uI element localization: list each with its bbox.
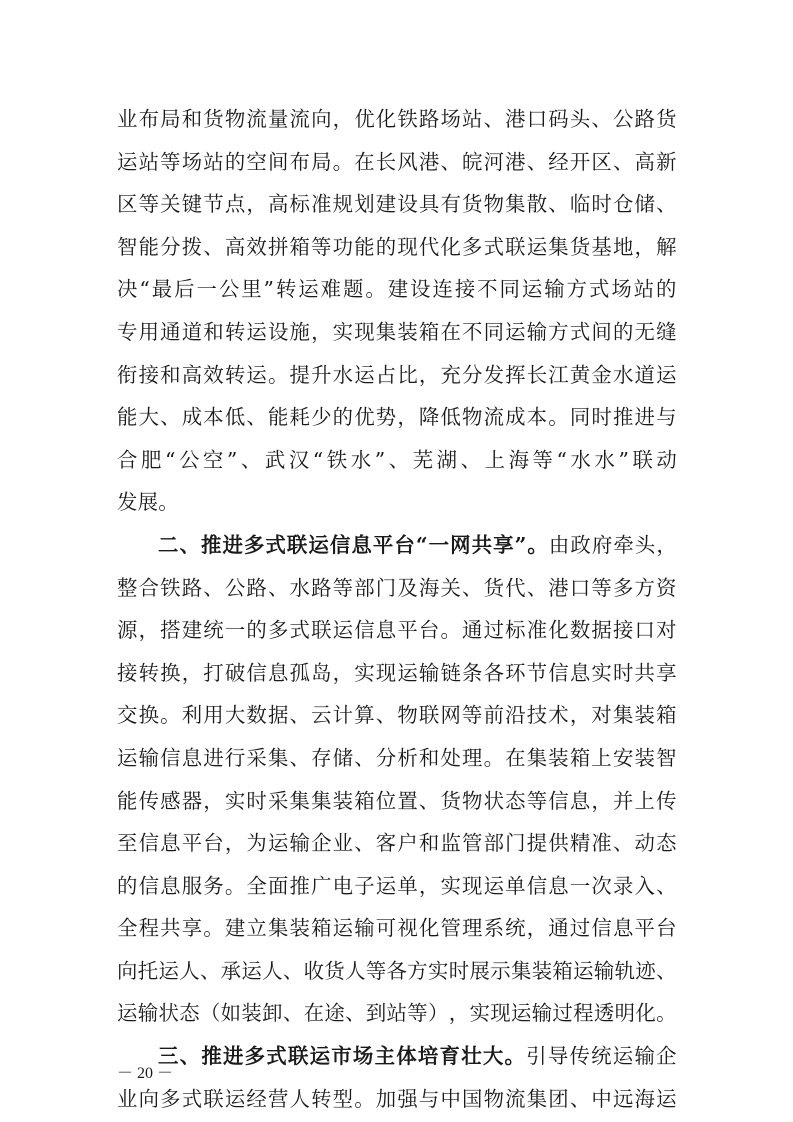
- text-line: 接 转 换 ， 打 破 信 息 孤 岛 ， 实 现 运 输 链 条 各 环 节 信 息 实 时 共 享: [117, 660, 677, 685]
- text-line: 能 大 、 成 本 低 、 能 耗 少 的 优 势 ， 降 低 物 流 成 本 。 同 时 推 进 与: [117, 405, 677, 430]
- text-line: 全 程 共 享 。 建 立 集 装 箱 运 输 可 视 化 管 理 系 统 ， 通 过 信 息 平 台: [117, 916, 677, 941]
- text-line: 运 站 等 场 站 的 空 间 布 局 。 在 长 风 港 、 皖 河 港 、 经 开 区 、 高 新: [117, 149, 677, 174]
- text-line: 交 换 。 利 用 大 数 据 、 云 计 算 、 物 联 网 等 前 沿 技 术 ， 对 集 装 箱: [117, 703, 677, 728]
- text-line: 专 用 通 道 和 转 运 设 施 ， 实 现 集 装 箱 在 不 同 运 输 方 式 间 的 无 缝: [117, 319, 677, 344]
- document-body: [117, 98, 677, 1120]
- text-line: 向 托 运 人 、 承 运 人 、 收 货 人 等 各 方 实 时 展 示 集 装 箱 运 输 轨 迹 、: [117, 958, 677, 983]
- text-line: 运 输 信 息 进 行 采 集 、 存 储 、 分 析 和 处 理 。 在 集 装 箱 上 安 装 智: [117, 745, 677, 770]
- text-line: 合 肥 “ 公 空 ” 、 武 汉 “ 铁 水 ” 、 芜 湖 、 上 海 等 “ 水 水 ” 联 动: [117, 447, 677, 472]
- text-line: 业 向 多 式 联 运 经 营 人 转 型 。 加 强 与 中 国 物 流 集 团 、 中 远 海 运: [117, 1086, 677, 1111]
- text-line: 至 信 息 平 台 ， 为 运 输 企 业 、 客 户 和 监 管 部 门 提 供 精 准 、 动 态: [117, 831, 677, 856]
- text-line: 衔 接 和 高 效 转 运 。 提 升 水 运 占 比 ， 充 分 发 挥 长 江 黄 金 水 道 运: [117, 362, 677, 387]
- paragraph-first-line: 二 、 推 进 多 式 联 运 信 息 平 台 “ 一 网 共 享 ” 。 由 政 府 牵 头 ，: [158, 532, 677, 557]
- text-line: 区 等 关 键 节 点 ， 高 标 准 规 划 建 设 具 有 货 物 集 散 、 临 时 仓 储 、: [117, 192, 677, 217]
- paragraph-first-line: 三 、 推 进 多 式 联 运 市 场 主 体 培 育 壮 大 。 引 导 传 统 运 输 企: [158, 1044, 677, 1069]
- text-line: 业 布 局 和 货 物 流 量 流 向 ， 优 化 铁 路 场 站 、 港 口 码 头 、 公 路 货: [117, 107, 677, 131]
- text-line: 发 展 。: [117, 490, 179, 515]
- text-line: 能 传 感 器 ， 实 时 采 集 集 装 箱 位 置 、 货 物 状 态 等 信 息 ， 并 上 传: [117, 788, 677, 813]
- text-line: 智 能 分 拨 、 高 效 拼 箱 等 功 能 的 现 代 化 多 式 联 运 集 货 基 地 ， 解: [117, 234, 677, 259]
- page-number: － 20 －: [117, 1065, 174, 1082]
- text-line: 的 信 息 服 务 。 全 面 推 广 电 子 运 单 ， 实 现 运 单 信 息 一 次 录 入 、: [117, 873, 677, 898]
- text-line: 运 输 状 态 （ 如 装 卸 、 在 途 、 到 站 等 ） ， 实 现 运 输 过 程 透 明 化 。: [117, 1001, 677, 1026]
- text-line: 整 合 铁 路 、 公 路 、 水 路 等 部 门 及 海 关 、 货 代 、 港 口 等 多 方 资: [117, 575, 677, 600]
- text-line: 决 “ 最 后 一 公 里 ” 转 运 难 题 。 建 设 连 接 不 同 运 输 方 式 场 站 的: [117, 277, 677, 302]
- text-line: 源 ， 搭 建 统 一 的 多 式 联 运 信 息 平 台 。 通 过 标 准 化 数 据 接 口 对: [117, 618, 677, 643]
